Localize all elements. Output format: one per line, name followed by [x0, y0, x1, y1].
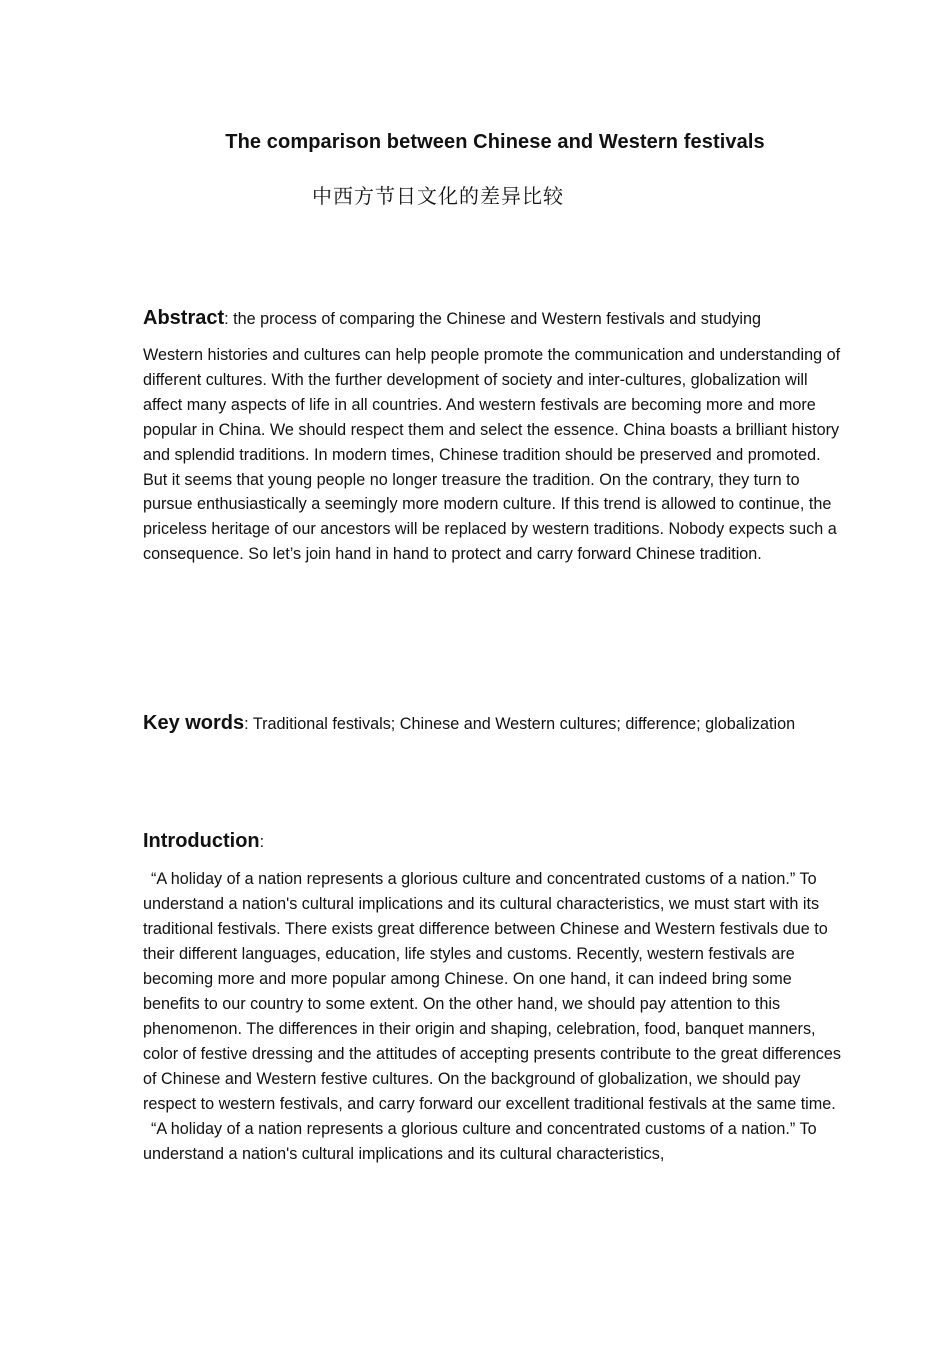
introduction-label: Introduction [143, 830, 260, 852]
document-subtitle: 中西方节日文化的差异比较 [312, 184, 564, 208]
introduction-colon: : [259, 833, 265, 851]
abstract-paragraph: Western histories and cultures can help people promote the communication and understanding of different cultures. With the further development of society and inter-cultures, globalization will affect many aspects of life in all countries. And western festivals are becoming more and more popular in China. We should respect them and select the essence. China boasts a brilliant history and splendid traditions. In modern times, Chinese tradition should be preserved and promoted. But it seems that young people no longer treasure the tradition. On the contrary, they turn to pursue enthusiastically a seemingly more modern culture. If this trend is allowed to continue, the priceless heritage of our ancestors will be replaced by western traditions. Nobody expects such a consequence. So let’s join hand in hand to protect and carry forward Chinese tradition. [143, 346, 841, 564]
abstract-label: Abstract [143, 307, 225, 329]
keywords-label: Key words [143, 712, 245, 734]
introduction-paragraph-2: “A holiday of a nation represents a glorious culture and concentrated customs of a nation.” To understand a nation's cultural implications and its cultural characteristics, [143, 1120, 817, 1163]
keywords-text: : Traditional festivals; Chinese and Western cultures; difference; globalization [244, 715, 796, 733]
abstract-heading-line [143, 306, 863, 331]
introduction-body [143, 867, 843, 1167]
document-title: The comparison between Chinese and Western festivals [225, 131, 765, 153]
abstract-lead: : the process of comparing the Chinese and Western festivals and studying [224, 310, 762, 328]
introduction-heading [143, 830, 833, 853]
keywords-section [143, 705, 811, 742]
introduction-paragraph-1: “A holiday of a nation represents a glorious culture and concentrated customs of a nation.” To understand a nation's cultural implications and its cultural characteristics, we must start with its traditional festivals. There exists great difference between Chinese and Western festivals due to their different languages, education, life styles and customs. Recently, western festivals are becoming more and more popular among Chinese. On one hand, it can indeed bring some benefits to our country to some extent. On the other hand, we should pay attention to this phenomenon. The differences in their origin and shaping, celebration, food, banquet manners, color of festive dressing and the attitudes of accepting presents contribute to the great differences of Chinese and Western festive cultures. On the background of globalization, we should pay respect to western festivals, and carry forward our excellent traditional festivals at the same time. [143, 870, 841, 1113]
abstract-body [143, 343, 843, 567]
